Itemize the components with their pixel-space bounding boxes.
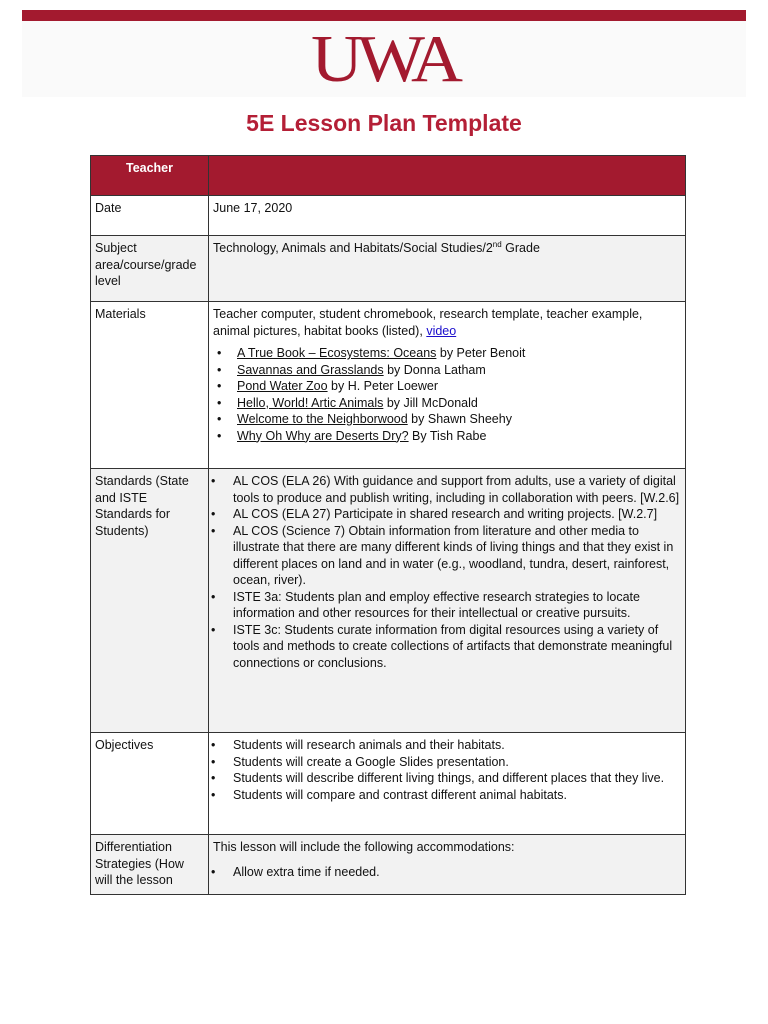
teacher-label: Teacher	[91, 156, 209, 196]
standard-item: • AL COS (Science 7) Obtain information from literature and other media to illustrate that there are many different kinds of living things and that they exist in different places on land and in water (e.g., woodland, tundra, desert, rainforest, ocean, river).	[233, 523, 681, 589]
materials-row	[91, 302, 686, 469]
book-item	[237, 345, 681, 362]
date-row	[91, 196, 686, 236]
video-link[interactable]: video	[426, 323, 457, 338]
subject-label: Subject area/course/grade level	[91, 236, 209, 302]
book-title: A True Book – Ecosystems: Oceans	[237, 346, 437, 360]
differentiation-value	[209, 835, 686, 895]
book-item	[237, 395, 681, 412]
objective-item: • Students will research animals and their habitats.	[233, 737, 681, 754]
differentiation-list	[210, 864, 681, 881]
objectives-label: Objectives	[91, 733, 209, 835]
teacher-row	[91, 156, 686, 196]
book-title: Savannas and Grasslands	[237, 362, 384, 377]
book-item	[237, 411, 681, 428]
differentiation-row	[91, 835, 686, 895]
book-list	[213, 345, 681, 444]
materials-value	[209, 302, 686, 469]
materials-intro-text: Teacher computer, student chromebook, research template, teacher example, animal pictures, habitat books (listed),	[213, 307, 643, 338]
book-title: Why Oh Why are Deserts Dry?	[237, 428, 409, 443]
standards-value	[209, 469, 686, 733]
standard-item: • ISTE 3a: Students plan and employ effective research strategies to locate information and other resources for their intellectual or creative pursuits.	[233, 589, 681, 622]
materials-label: Materials	[91, 302, 209, 469]
objective-item: • Students will describe different living things, and different places that they live.	[233, 770, 681, 787]
book-author: by Jill McDonald	[383, 395, 478, 410]
differentiation-intro: This lesson will include the following accommodations:	[213, 840, 515, 854]
standards-row	[91, 469, 686, 733]
date-label: Date	[91, 196, 209, 236]
book-item	[237, 428, 681, 445]
book-title: Hello, World! Artic Animals	[237, 395, 384, 410]
objectives-list	[210, 737, 681, 803]
top-color-band	[22, 10, 746, 21]
objectives-value	[209, 733, 686, 835]
teacher-value[interactable]	[209, 156, 686, 196]
standard-item: • AL COS (ELA 26) With guidance and support from adults, use a variety of digital tools to produce and publish writing, including in collaboration with peers. [W.2.6]	[233, 473, 681, 506]
book-title: Pond Water Zoo	[237, 379, 328, 393]
uwa-logo: UWA	[311, 22, 457, 96]
objectives-row	[91, 733, 686, 835]
differentiation-label: Differentiation Strategies (How will the lesson	[91, 835, 209, 895]
logo-area	[22, 21, 746, 97]
lesson-plan-table	[90, 155, 686, 895]
subject-value-main: Technology, Animals and Habitats/Social Studies/2	[213, 241, 493, 255]
materials-intro	[213, 306, 681, 339]
objective-item: • Students will compare and contrast different animal habitats.	[233, 787, 681, 804]
subject-value-tail: Grade	[501, 241, 540, 255]
book-author: By Tish Rabe	[408, 428, 487, 443]
book-item	[237, 362, 681, 379]
book-author: by Donna Latham	[383, 362, 486, 377]
subject-row	[91, 236, 686, 302]
subject-value	[209, 236, 686, 302]
standard-item: • ISTE 3c: Students curate information from digital resources using a variety of tools and methods to create collections of artifacts that demonstrate meaningful connections or conclusions.	[233, 622, 681, 672]
date-value: June 17, 2020	[209, 196, 686, 236]
book-author: by H. Peter Loewer	[327, 379, 439, 393]
standard-item: • AL COS (ELA 27) Participate in shared research and writing projects. [W.2.7]	[233, 506, 681, 523]
book-title: Welcome to the Neighborwood	[237, 412, 408, 426]
page-title: 5E Lesson Plan Template	[246, 110, 522, 136]
subject-value-sup: nd	[492, 239, 502, 249]
book-item	[237, 378, 681, 395]
standards-list	[210, 473, 681, 671]
book-author: by Peter Benoit	[436, 346, 526, 360]
standards-label: Standards (State and ISTE Standards for Students)	[91, 469, 209, 733]
objective-item: • Students will create a Google Slides presentation.	[233, 754, 681, 771]
differentiation-item: • Allow extra time if needed.	[233, 864, 681, 881]
book-author: by Shawn Sheehy	[407, 412, 512, 426]
